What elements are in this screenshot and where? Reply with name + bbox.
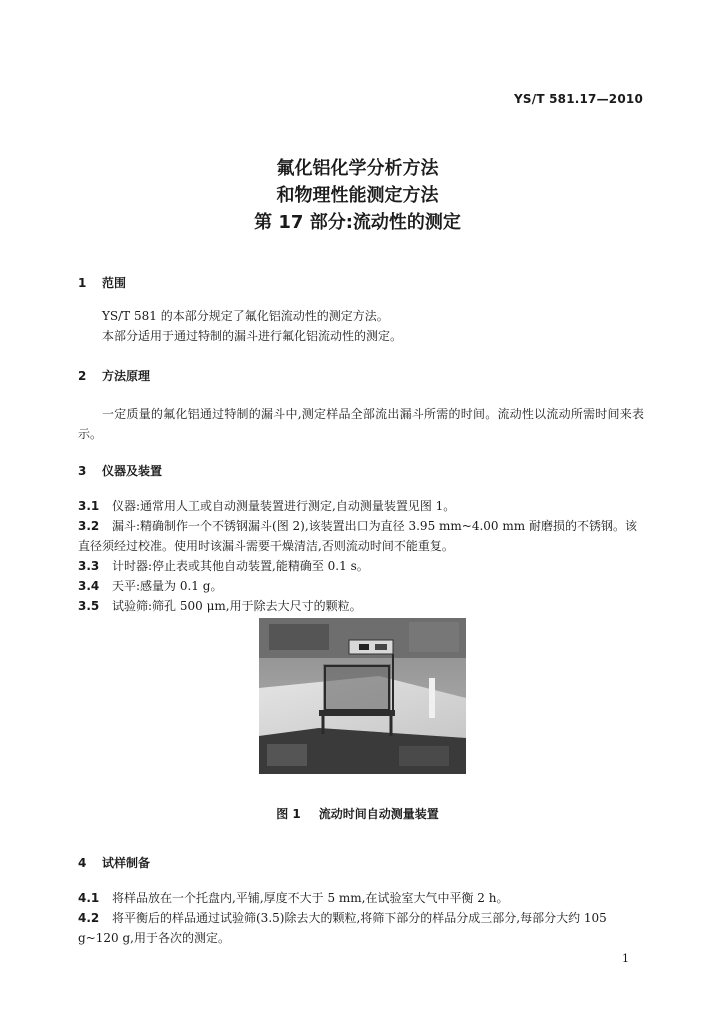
- figure-number: 图 1: [276, 807, 301, 821]
- clause-number: 3.5: [78, 599, 100, 613]
- clause-text: 漏斗:精确制作一个不锈钢漏斗(图 2),该装置出口为直径 3.95 mm~4.00 mm 耐磨损的不锈钢。该直径须经过校准。使用时该漏斗需要干燥清洁,否则流动时间不能重复。: [78, 519, 637, 553]
- section-number: 3: [78, 464, 87, 478]
- clause-text: 将样品放在一个托盘内,平铺,厚度不大于 5 mm,在试验室大气中平衡 2 h。: [112, 891, 509, 905]
- title-line-3: 第 17 部分:流动性的测定: [254, 212, 461, 233]
- section-title: 方法原理: [102, 369, 151, 383]
- title-line-1: 氟化铝化学分析方法: [276, 158, 439, 179]
- clause-text: 天平:感量为 0.1 g。: [112, 579, 223, 593]
- clause-number: 3.2: [78, 519, 100, 533]
- clause-number: 4.1: [78, 891, 100, 905]
- clause-text: 试验筛:筛孔 500 μm,用于除去大尺寸的颗粒。: [112, 599, 362, 613]
- figure-caption-text: 流动时间自动测量装置: [318, 807, 439, 821]
- principle-paragraph: 一定质量的氟化铝通过特制的漏斗中,测定样品全部流出漏斗所需的时间。流动性以流动所需时间来表示。: [78, 407, 644, 441]
- clause-number: 3.3: [78, 559, 100, 573]
- clause-number: 3.4: [78, 579, 100, 593]
- page-number: 1: [622, 952, 629, 965]
- section-title: 范围: [102, 276, 127, 290]
- clause-3-4: [78, 576, 644, 596]
- clause-number: 3.1: [78, 499, 100, 513]
- apparatus-photo: [259, 618, 466, 774]
- scope-paragraph-2: 本部分适用于通过特制的漏斗进行氟化铝流动性的测定。: [102, 329, 403, 343]
- section-3-heading: [78, 462, 162, 479]
- clause-3-3: [78, 556, 644, 576]
- figure-1-caption: [0, 805, 715, 822]
- document-title: [0, 155, 715, 236]
- section-4-heading: [78, 854, 150, 871]
- document-number: YS/T 581.17—2010: [514, 92, 643, 106]
- clause-4-2: [78, 908, 644, 948]
- clause-3-1: [78, 496, 644, 516]
- section-title: 试样制备: [102, 856, 151, 870]
- section-1-heading: [78, 274, 126, 291]
- clause-4-1: [78, 888, 644, 908]
- section-title: 仪器及装置: [102, 464, 163, 478]
- clause-3-5: [78, 596, 644, 616]
- clause-3-2: [78, 516, 644, 556]
- section-number: 1: [78, 276, 87, 290]
- title-line-2: 和物理性能测定方法: [276, 185, 439, 206]
- clause-text: 将平衡后的样品通过试验筛(3.5)除去大的颗粒,将筛下部分的样品分成三部分,每部分大约 105 g~120 g,用于各次的测定。: [78, 911, 607, 945]
- clause-number: 4.2: [78, 911, 100, 925]
- section-2-heading: [78, 367, 150, 384]
- clause-text: 仪器:通常用人工或自动测量装置进行测定,自动测量装置见图 1。: [112, 499, 456, 513]
- clause-text: 计时器:停止表或其他自动装置,能精确至 0.1 s。: [112, 559, 369, 573]
- scope-paragraph-1: YS/T 581 的本部分规定了氟化铝流动性的测定方法。: [102, 309, 389, 323]
- section-number: 2: [78, 369, 87, 383]
- section-number: 4: [78, 856, 87, 870]
